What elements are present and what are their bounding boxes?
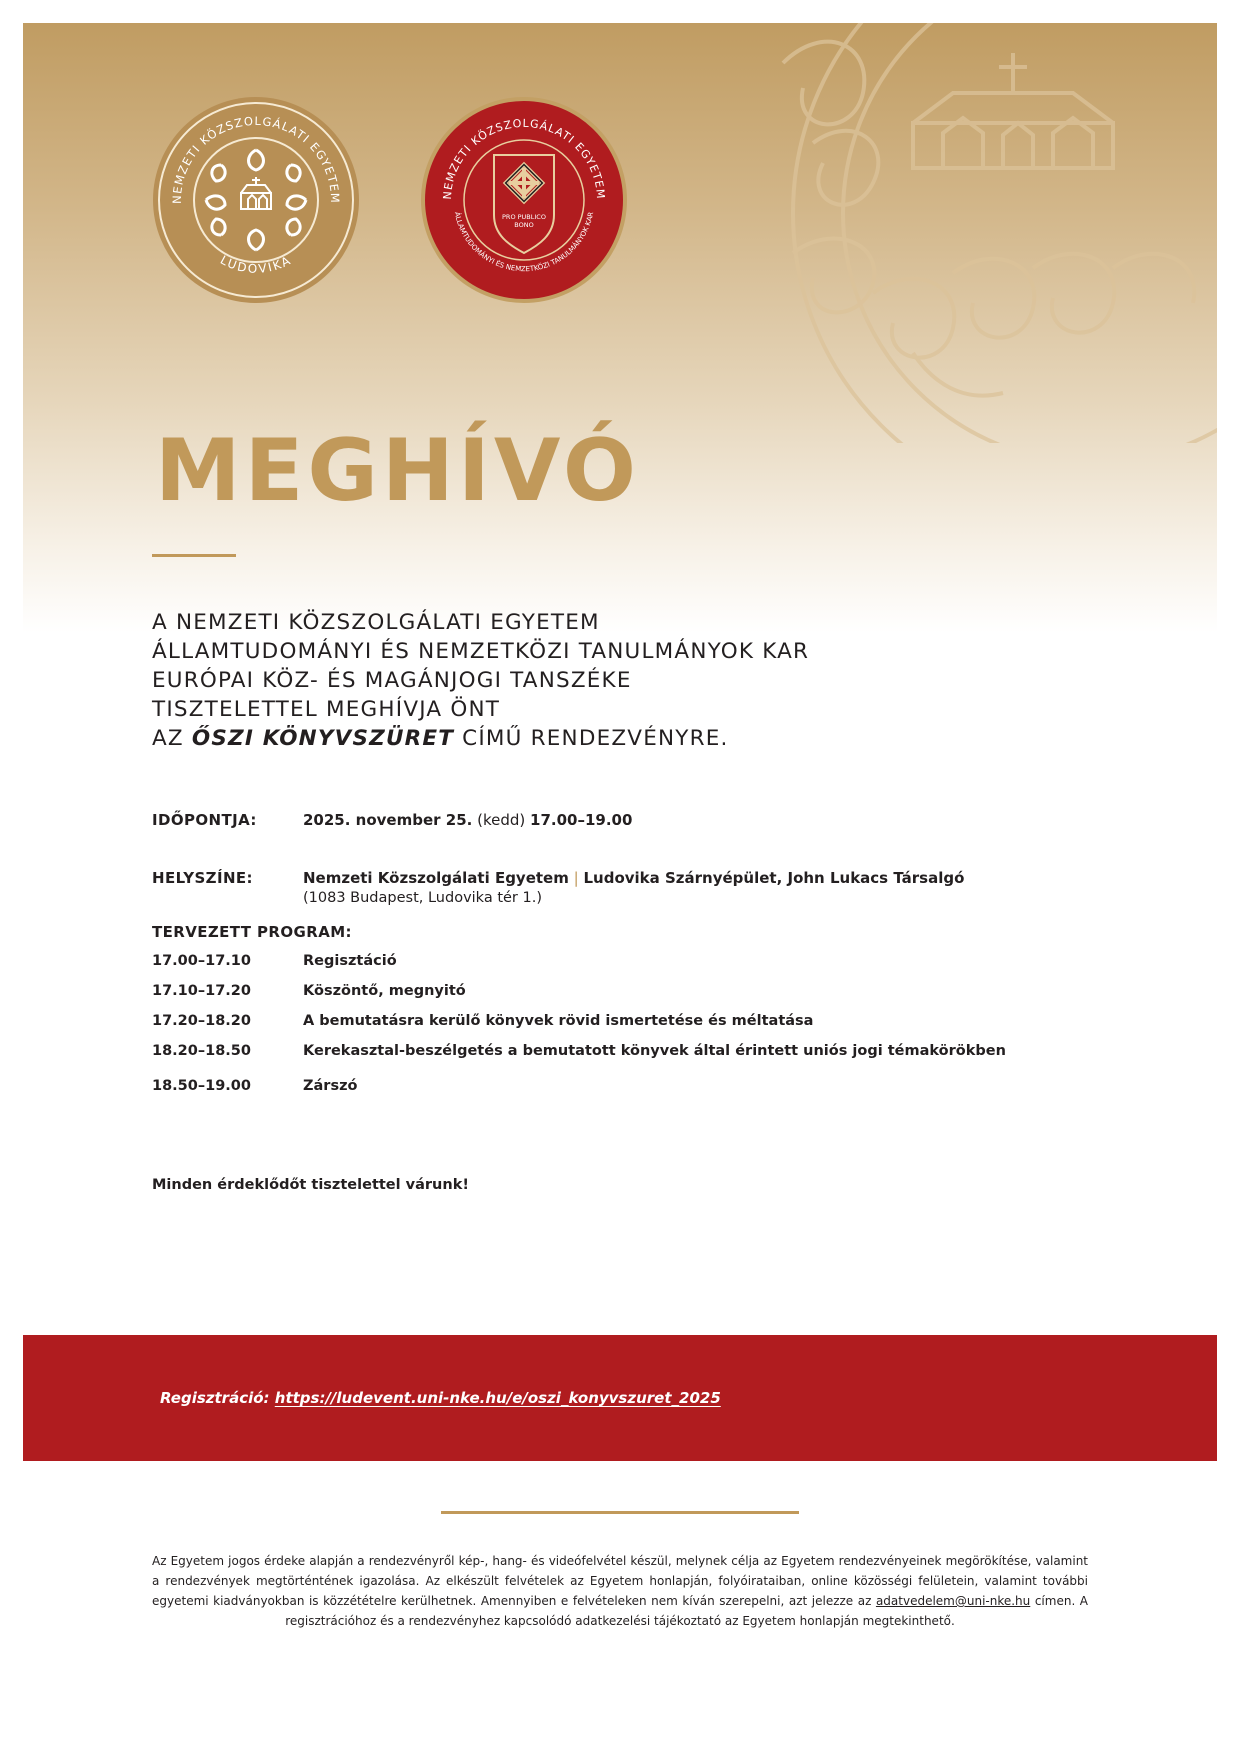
venue-address: (1083 Budapest, Ludovika tér 1.) — [303, 890, 542, 906]
date-value — [303, 811, 632, 829]
program-title: TERVEZETT PROGRAM: — [152, 923, 352, 941]
decorative-ornament-icon — [763, 23, 1217, 443]
program-desc: Zárszó — [303, 1078, 358, 1094]
svg-text:NEMZETI KÖZSZOLGÁLATI EGYETEM: NEMZETI KÖZSZOLGÁLATI EGYETEM — [440, 116, 608, 200]
privacy-disclaimer — [152, 1551, 1088, 1631]
faculty-seal-logo — [419, 95, 629, 305]
closing-text: Minden érdeklődőt tisztelettel várunk! — [152, 1177, 469, 1193]
disclaimer-text: Az Egyetem jogos érdeke alapján a rendezvényről kép-, hang- és videófelvétel készül, melynek célja az Egyetem rendezvényeinek megörökítése, valamint a rendezvények megtörténtének igazolása. Az elkészült felvételek az Egyetem honlapján, folyóirataiban, online közösségi felületein, valamint további egyetemi kiadványokban is közzétételre kerülhetnek. Amennyiben e felvételeken nem kíván szerepelni, azt jelezze az — [152, 1554, 1088, 1608]
page-title: MEGHÍVÓ — [155, 421, 641, 521]
program-time: 18.50–19.00 — [152, 1078, 251, 1094]
program-desc: Köszöntő, megnyitó — [303, 983, 466, 999]
event-name: ŐSZI KÖNYVSZÜRET — [191, 726, 455, 751]
intro-line: A NEMZETI KÖZSZOLGÁLATI EGYETEM — [152, 610, 600, 635]
registration-text — [160, 1389, 721, 1407]
disclaimer-text: címen. A regisztrációhoz és a rendezvényhez kapcsolódó adatkezelési tájékoztató az Egyetem honlapján megtekinthető. — [285, 1594, 1089, 1628]
venue-separator: | — [568, 869, 584, 887]
privacy-email-link[interactable]: adatvedelem@uni-nke.hu — [875, 1594, 1031, 1608]
intro-text: CÍMŰ RENDEZVÉNYRE. — [454, 726, 729, 751]
program-time: 17.00–17.10 — [152, 953, 251, 969]
event-date: 2025. november 25. — [303, 811, 473, 829]
university-seal-logo — [151, 95, 361, 305]
program-desc: Regisztáció — [303, 953, 397, 969]
registration-label: Regisztráció: — [160, 1389, 275, 1407]
svg-text:ÁLLAMTUDOMÁNYI ÉS NEMZETKÖZI T: ÁLLAMTUDOMÁNYI ÉS NEMZETKÖZI TANULMÁNYOK KAR — [452, 211, 596, 274]
event-time: 17.00–19.00 — [530, 811, 633, 829]
venue-value — [303, 869, 964, 887]
svg-text:NEMZETI KÖZSZOLGÁLATI EGYETEM: NEMZETI KÖZSZOLGÁLATI EGYETEM — [169, 113, 343, 205]
invitation-intro — [152, 608, 1052, 753]
program-time: 17.10–17.20 — [152, 983, 251, 999]
program-desc: A bemutatásra kerülő könyvek rövid ismertetése és méltatása — [303, 1013, 814, 1029]
venue-name: Nemzeti Közszolgálati Egyetem — [303, 869, 569, 887]
footer-divider — [441, 1511, 799, 1514]
registration-link[interactable]: https://ludevent.uni-nke.hu/e/oszi_konyvszuret_2025 — [274, 1389, 721, 1407]
intro-line: TISZTELETTEL MEGHÍVJA ÖNT — [152, 697, 501, 722]
invitation-page — [23, 23, 1217, 1731]
program-time: 18.20–18.50 — [152, 1043, 251, 1059]
intro-line — [152, 724, 1052, 753]
program-time: 17.20–18.20 — [152, 1013, 251, 1029]
svg-text:LUDOVIKA: LUDOVIKA — [217, 252, 295, 276]
program-desc: Kerekasztal-beszélgetés a bemutatott könyvek által érintett uniós jogi témakörökben — [303, 1043, 1006, 1059]
svg-text:PRO PUBLICO: PRO PUBLICO — [502, 213, 546, 221]
title-divider — [152, 554, 236, 557]
venue-building: Ludovika Szárnyépület, John Lukacs Társalgó — [583, 869, 965, 887]
intro-line: EURÓPAI KÖZ- ÉS MAGÁNJOGI TANSZÉKE — [152, 668, 632, 693]
intro-text: AZ — [152, 726, 192, 751]
intro-line: ÁLLAMTUDOMÁNYI ÉS NEMZETKÖZI TANULMÁNYOK KAR — [152, 639, 810, 664]
date-label: IDŐPONTJA: — [152, 811, 257, 829]
registration-banner — [23, 1335, 1217, 1461]
event-day: (kedd) — [472, 811, 531, 829]
venue-label: HELYSZÍNE: — [152, 869, 253, 887]
svg-text:BONO: BONO — [514, 221, 534, 229]
